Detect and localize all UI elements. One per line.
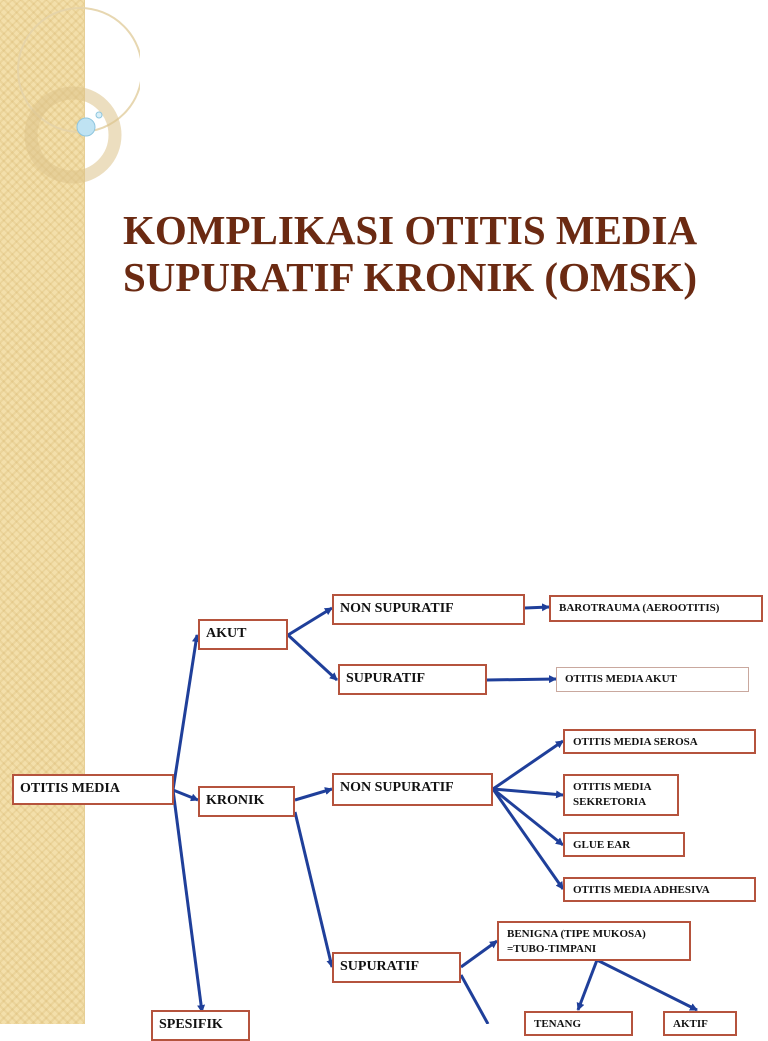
node-akut-non-supuratif: NON SUPURATIF [332,594,525,625]
arrow-root-kronik [173,790,198,800]
arrow-root-spesifik [173,790,202,1012]
arrow-sup-oma [487,679,556,680]
arrow-benigna-tenang [578,960,597,1010]
arrow-sup-down [461,975,488,1024]
node-glue-ear: GLUE EAR [563,832,685,857]
arrow-benigna-aktif [597,960,697,1010]
node-barotrauma: BAROTRAUMA (AEROOTITIS) [549,595,763,622]
arrow-kronik-sup [295,812,332,967]
title-line-1: KOMPLIKASI OTITIS MEDIA [123,207,698,253]
node-kronik: KRONIK [198,786,295,817]
node-otitis-media-akut: OTITIS MEDIA AKUT [556,667,749,692]
node-akut: AKUT [198,619,288,650]
arrow-akut-sup [288,635,337,680]
node-akut-supuratif: SUPURATIF [338,664,487,695]
arrow-nonsup-serosa [493,741,563,789]
arrow-nonsup-adhesiva [493,789,563,889]
arrow-kronik-nonsup [295,789,332,800]
arrow-sup-benigna [461,941,497,967]
arrow-nonsup-sekretoria [493,789,563,795]
arrow-nonsup-barotrauma [525,607,549,608]
node-kronik-non-supuratif: NON SUPURATIF [332,773,493,806]
arrow-root-akut [173,635,197,790]
node-kronik-supuratif: SUPURATIF [332,952,461,983]
node-benigna: BENIGNA (TIPE MUKOSA) =TUBO-TIMPANI [497,921,691,961]
node-otitis-media-sekretoria: OTITIS MEDIA SEKRETORIA [563,774,679,816]
node-spesifik: SPESIFIK [151,1010,250,1041]
node-otitis-media-serosa: OTITIS MEDIA SEROSA [563,729,756,754]
node-tenang: TENANG [524,1011,633,1036]
node-otitis-media-adhesiva: OTITIS MEDIA ADHESIVA [563,877,756,902]
node-aktif: AKTIF [663,1011,737,1036]
node-otitis-media: OTITIS MEDIA [12,774,174,805]
title-line-2: SUPURATIF KRONIK (OMSK) [123,254,697,300]
arrow-akut-nonsup [288,608,332,635]
